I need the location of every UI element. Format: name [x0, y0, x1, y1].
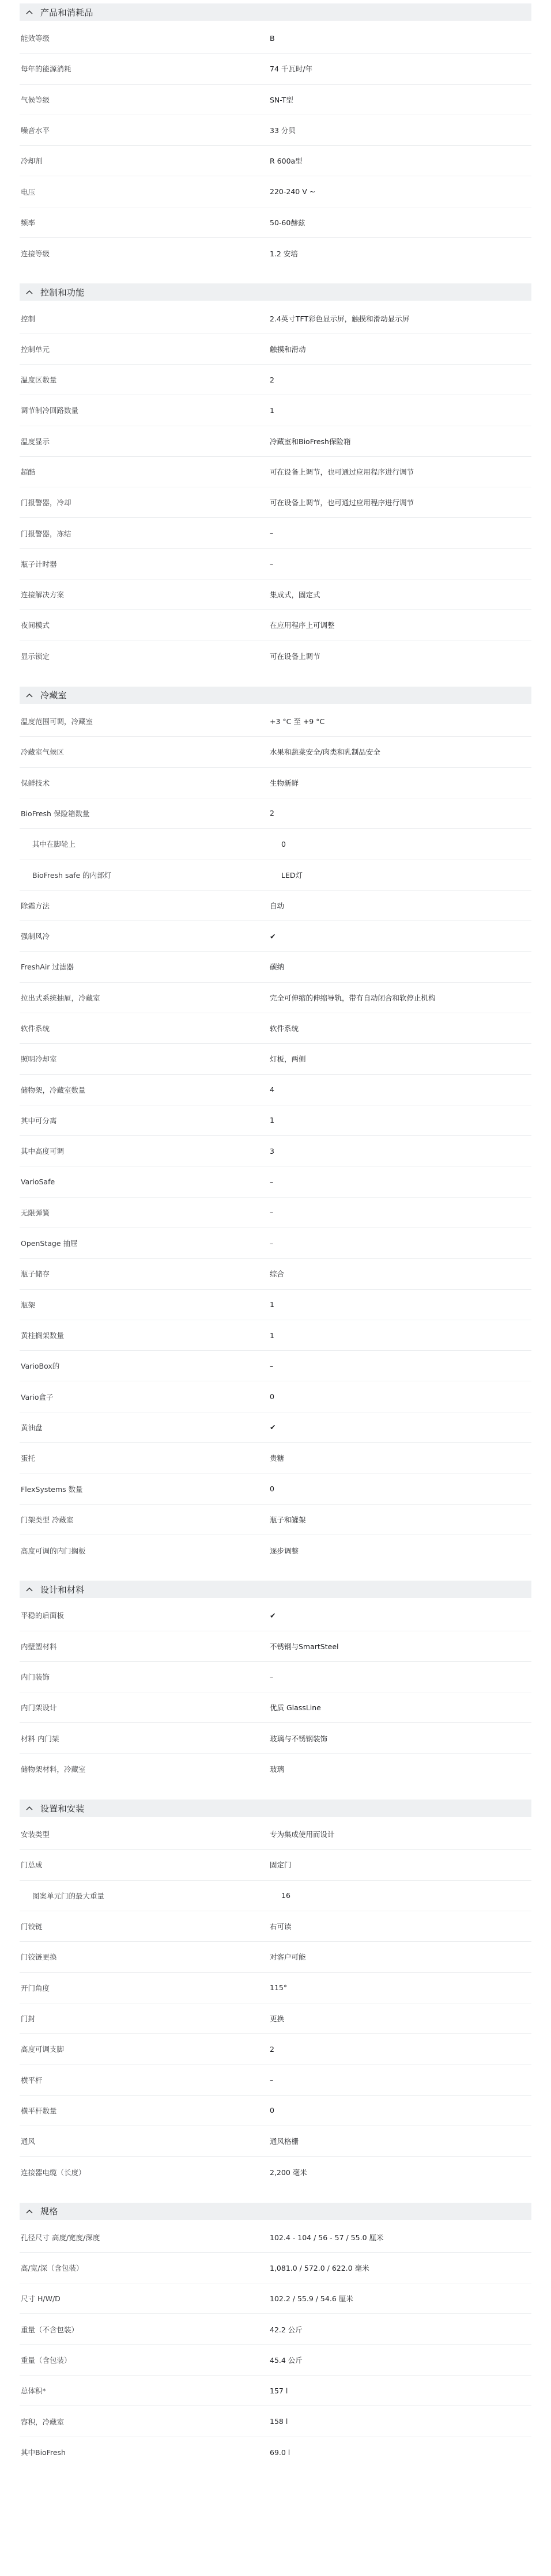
spec-value: 综合 [270, 1270, 285, 1279]
spec-value: 玻璃与不锈钢装饰 [270, 1734, 328, 1743]
spec-value: 69.0 l [270, 2448, 290, 2457]
spec-table-0 [20, 21, 531, 268]
chevron-up-icon [24, 1803, 35, 1813]
spec-row [20, 1881, 531, 1911]
chevron-up-icon [24, 7, 35, 17]
spec-row [20, 1819, 531, 1850]
spec-label: 瓶架 [21, 1300, 36, 1309]
spec-label: 温度范围可调，冷藏室 [21, 717, 93, 726]
spec-label: 材料 内门架 [21, 1734, 59, 1743]
spec-label: 噪音水平 [21, 126, 50, 135]
spec-row [20, 23, 531, 54]
spec-label: 内壁塑材料 [21, 1642, 57, 1651]
spec-value: 2 [270, 2044, 274, 2054]
spec-label: 其中在脚轮上 [32, 840, 76, 849]
spec-label: 门报警器，冻结 [21, 529, 71, 538]
spec-row [20, 2064, 531, 2095]
spec-row [20, 238, 531, 268]
spec-row [20, 54, 531, 84]
spec-value: 45.4 公斤 [270, 2355, 303, 2365]
spec-label: 无限弹簧 [21, 1208, 50, 1217]
spec-label: 门报警器，冷却 [21, 498, 71, 507]
spec-label: 拉出式系统抽屉，冷藏室 [21, 993, 100, 1002]
spec-value: 在应用程序上可调整 [270, 621, 335, 630]
spec-label: 冷藏室气候区 [21, 748, 65, 757]
spec-row [20, 2314, 531, 2344]
spec-row [20, 487, 531, 518]
spec-row [20, 1136, 531, 1166]
spec-row [20, 1381, 531, 1412]
chevron-up-icon [24, 2206, 35, 2217]
spec-label: 连接等级 [21, 249, 50, 258]
spec-value: 更换 [270, 2014, 285, 2023]
spec-value: 可在设备上调节，也可通过应用程序进行调节 [270, 468, 414, 476]
spec-row [20, 176, 531, 207]
spec-label: 控制单元 [21, 344, 50, 354]
spec-value: 2.4英寸TFT彩色显示屏，触摸和滑动显示屏 [270, 314, 410, 323]
section-title: 冷藏室 [40, 690, 67, 701]
spec-row [20, 2437, 531, 2468]
spec-label: Vario盒子 [21, 1392, 54, 1401]
spec-row [20, 115, 531, 146]
spec-value: 1 [270, 1116, 274, 1125]
spec-label: 其中可分离 [21, 1116, 57, 1125]
spec-label: 门封 [21, 2014, 36, 2023]
spec-row [20, 1166, 531, 1197]
spec-row [20, 2034, 531, 2064]
spec-label: 安装类型 [21, 1830, 50, 1839]
spec-value: 115° [270, 1983, 288, 1992]
spec-label: 开门角度 [21, 1983, 50, 1992]
spec-value: 42.2 公斤 [270, 2325, 303, 2334]
spec-value: 自动 [270, 901, 285, 910]
spec-label: 通风 [21, 2137, 36, 2146]
spec-label: VarioBox的 [21, 1362, 60, 1371]
spec-value: LED灯 [281, 870, 303, 880]
spec-label: 频率 [21, 218, 36, 227]
spec-value: 生物新鲜 [270, 778, 299, 787]
spec-value: 1,081.0 / 572.0 / 622.0 毫米 [270, 2264, 369, 2273]
spec-row [20, 1505, 531, 1535]
spec-value: 水果和蔬菜安全/肉类和乳制品安全 [270, 748, 380, 757]
spec-label: 其中高度可调 [21, 1147, 65, 1156]
spec-value: – [270, 1177, 274, 1187]
spec-label: FlexSystems 数量 [21, 1484, 83, 1494]
spec-value: 可在设备上调节 [270, 652, 320, 661]
spec-table-3 [20, 1598, 531, 1785]
spec-label: 除霜方法 [21, 901, 50, 910]
spec-label: 容积，冷藏室 [21, 2417, 65, 2426]
spec-row [20, 426, 531, 457]
spec-value: 1 [270, 1331, 274, 1340]
spec-row [20, 1351, 531, 1381]
spec-label: 高度可调支脚 [21, 2045, 65, 2054]
spec-row [20, 1723, 531, 1753]
spec-row [20, 1259, 531, 1289]
spec-row [20, 1320, 531, 1351]
spec-value: B [270, 33, 275, 43]
spec-label: 显示锁定 [21, 652, 50, 661]
section-header-2[interactable] [20, 687, 531, 704]
spec-value: 优质 GlassLine [270, 1703, 321, 1713]
spec-value: 1.2 安培 [270, 249, 298, 258]
spec-value: 软件系统 [270, 1024, 299, 1033]
spec-label: 储物架材料，冷藏室 [21, 1765, 86, 1774]
spec-label: 横平杆 [21, 2075, 43, 2085]
section-header-5[interactable] [20, 2203, 531, 2220]
spec-value: – [270, 1238, 274, 1248]
spec-label: 内门架设计 [21, 1703, 57, 1713]
section-title: 规格 [40, 2206, 58, 2217]
spec-label: 内门装饰 [21, 1672, 50, 1681]
spec-row [20, 207, 531, 238]
spec-row [20, 334, 531, 365]
spec-value: 3 [270, 1146, 274, 1156]
spec-row [20, 2253, 531, 2283]
spec-value: 4 [270, 1085, 274, 1094]
spec-value: ✔ [270, 931, 276, 941]
spec-table-1 [20, 301, 531, 672]
spec-value: +3 °C 至 +9 °C [270, 717, 325, 726]
spec-row [20, 549, 531, 579]
spec-label: 重量（不含包装） [21, 2325, 79, 2334]
spec-row [20, 798, 531, 829]
spec-row [20, 641, 531, 672]
spec-label: BioFresh safe 的内部灯 [32, 870, 112, 880]
spec-row [20, 1535, 531, 1566]
spec-row [20, 2222, 531, 2253]
spec-value: 碳纳 [270, 963, 285, 972]
spec-label: 气候等级 [21, 95, 50, 104]
spec-label: 瓶子储存 [21, 1270, 50, 1279]
section-header-0[interactable] [20, 3, 531, 21]
spec-value: 0 [270, 2106, 274, 2115]
spec-row [20, 2376, 531, 2406]
spec-label: 图案单元门的最大重量 [32, 1891, 105, 1900]
spec-value: 玻璃 [270, 1765, 285, 1774]
spec-value: 瓶子和罐架 [270, 1515, 306, 1524]
spec-label: 门总成 [21, 1861, 43, 1870]
spec-value: – [270, 1208, 274, 1217]
spec-value: 灯板，两侧 [270, 1055, 306, 1064]
spec-label: 调节制冷回路数量 [21, 406, 79, 415]
spec-row [20, 891, 531, 921]
spec-value: 102.2 / 55.9 / 54.6 厘米 [270, 2294, 353, 2304]
spec-row [20, 2096, 531, 2126]
spec-label: 孔径尺寸 高度/宽度/深度 [21, 2233, 100, 2242]
spec-value: – [270, 529, 274, 538]
spec-row [20, 146, 531, 176]
spec-value: 专为集成使用而设计 [270, 1830, 335, 1839]
spec-value: 220-240 V ~ [270, 187, 316, 196]
spec-row [20, 518, 531, 548]
spec-label: 电压 [21, 187, 36, 196]
spec-row [20, 85, 531, 115]
spec-value: 0 [270, 1392, 274, 1401]
chevron-up-icon [24, 690, 35, 700]
spec-value: R 600a型 [270, 157, 303, 166]
spec-value: 2 [270, 375, 274, 384]
spec-value: 74 千瓦时/年 [270, 65, 313, 74]
spec-value: 完全可伸缩的伸缩导轨，带有自动闭合和软停止机构 [270, 993, 436, 1002]
spec-value: 16 [281, 1891, 290, 1900]
spec-value: 不锈钢与SmartSteel [270, 1642, 339, 1651]
spec-label: 储物架，冷藏室数量 [21, 1085, 86, 1094]
spec-label: 黄油盘 [21, 1423, 43, 1432]
spec-label: 门铰链 [21, 1922, 43, 1931]
spec-value: 集成式，固定式 [270, 590, 320, 600]
spec-row [20, 1198, 531, 1228]
spec-label: 控制 [21, 314, 36, 323]
spec-label: FreshAir 过滤器 [21, 963, 74, 972]
spec-label: 门铰链更换 [21, 1953, 57, 1962]
spec-label: 其中BioFresh [21, 2448, 66, 2457]
spec-table-5 [20, 2220, 531, 2468]
spec-label: 蛋托 [21, 1454, 36, 1463]
chevron-up-icon [24, 1584, 35, 1594]
spec-row [20, 1228, 531, 1259]
spec-value: 33 分贝 [270, 126, 296, 135]
section-header-4[interactable] [20, 1800, 531, 1817]
spec-label: 超酷 [21, 468, 36, 476]
spec-row [20, 1013, 531, 1044]
spec-row [20, 829, 531, 859]
spec-value: ✔ [270, 1423, 276, 1432]
spec-value: – [270, 1672, 274, 1681]
spec-row [20, 2283, 531, 2314]
spec-row [20, 1075, 531, 1105]
spec-row [20, 365, 531, 395]
spec-row [20, 1692, 531, 1723]
section-title: 设计和材料 [40, 1584, 85, 1595]
spec-label: 能效等级 [21, 34, 50, 43]
spec-value: 冷藏室和BioFresh保险箱 [270, 437, 351, 446]
spec-row [20, 395, 531, 426]
spec-row [20, 1412, 531, 1443]
spec-label: 平稳的后面板 [21, 1611, 65, 1620]
chevron-up-icon [24, 287, 35, 297]
spec-value: 102.4 - 104 / 56 - 57 / 55.0 厘米 [270, 2233, 384, 2242]
spec-row [20, 1473, 531, 1504]
spec-value: 50-60赫兹 [270, 218, 305, 227]
spec-label: 尺寸 H/W/D [21, 2294, 61, 2304]
section-title: 控制和功能 [40, 287, 85, 298]
section-header-1[interactable] [20, 283, 531, 301]
spec-value: 0 [270, 1484, 274, 1493]
spec-row [20, 1973, 531, 2003]
spec-value: 右可读 [270, 1922, 292, 1931]
spec-value: 触摸和滑动 [270, 344, 306, 354]
spec-row [20, 706, 531, 737]
spec-label: 瓶子计时器 [21, 559, 57, 569]
spec-label: 连接解决方案 [21, 590, 65, 600]
spec-row [20, 2126, 531, 2157]
spec-label: 保鲜技术 [21, 778, 50, 787]
spec-label: 强制风冷 [21, 932, 50, 941]
spec-row [20, 952, 531, 982]
spec-value: 通风格栅 [270, 2137, 299, 2146]
spec-value: 固定门 [270, 1861, 292, 1870]
spec-value: 可在设备上调节，也可通过应用程序进行调节 [270, 498, 414, 507]
spec-value: 对客户可能 [270, 1953, 306, 1962]
spec-row [20, 1850, 531, 1880]
spec-label: 门架类型 冷藏室 [21, 1515, 74, 1524]
spec-label: 总体积* [21, 2386, 46, 2396]
spec-label: 软件系统 [21, 1024, 50, 1033]
spec-label: 温度区数量 [21, 376, 57, 385]
section-title: 产品和消耗品 [40, 7, 93, 18]
spec-value: ✔ [270, 1611, 276, 1620]
spec-row [20, 1754, 531, 1785]
spec-label: 重量（含包装） [21, 2355, 71, 2365]
spec-row [20, 1443, 531, 1473]
spec-label: 高度可调的内门搁板 [21, 1546, 86, 1555]
spec-table-2 [20, 704, 531, 1566]
spec-row [20, 1942, 531, 1972]
spec-label: OpenStage 抽屉 [21, 1239, 78, 1248]
spec-row [20, 2157, 531, 2187]
spec-row [20, 1911, 531, 1942]
spec-row [20, 1600, 531, 1631]
spec-row [20, 1662, 531, 1692]
spec-row [20, 2406, 531, 2437]
spec-table-4 [20, 1817, 531, 2188]
spec-value: – [270, 559, 274, 569]
spec-row [20, 610, 531, 641]
spec-value: – [270, 1361, 274, 1370]
spec-row [20, 1105, 531, 1136]
spec-label: 冷却剂 [21, 157, 43, 166]
spec-row [20, 1044, 531, 1074]
spec-row [20, 303, 531, 334]
spec-row [20, 983, 531, 1013]
spec-label: 夜间模式 [21, 621, 50, 630]
spec-row [20, 737, 531, 767]
spec-value: 2 [270, 809, 274, 818]
spec-row [20, 859, 531, 890]
spec-label: 照明冷却室 [21, 1055, 57, 1064]
spec-row [20, 921, 531, 952]
spec-label: 横平杆数量 [21, 2106, 57, 2115]
spec-row [20, 2345, 531, 2376]
spec-label: 黄柱搁架数量 [21, 1331, 65, 1340]
spec-row [20, 457, 531, 487]
spec-value: 0 [281, 839, 286, 848]
spec-label: 连接器电缆（长度） [21, 2168, 86, 2177]
spec-row [20, 1631, 531, 1662]
spec-row [20, 2003, 531, 2034]
spec-row [20, 768, 531, 798]
spec-value: 贵糖 [270, 1454, 285, 1463]
spec-value: 158 l [270, 2417, 288, 2426]
spec-value: 逐步调整 [270, 1546, 299, 1555]
spec-value: SN-T型 [270, 95, 293, 104]
spec-value: 1 [270, 1300, 274, 1309]
spec-label: VarioSafe [21, 1177, 55, 1187]
spec-row [20, 579, 531, 610]
section-title: 设置和安装 [40, 1803, 85, 1814]
section-header-3[interactable] [20, 1581, 531, 1598]
spec-label: BioFresh 保险箱数量 [21, 809, 90, 818]
spec-value: 2,200 毫米 [270, 2168, 307, 2177]
spec-row [20, 1290, 531, 1320]
spec-value: 157 l [270, 2386, 288, 2395]
spec-label: 高/宽/深（含包装） [21, 2264, 84, 2273]
spec-label: 温度显示 [21, 437, 50, 446]
spec-page [0, 3, 551, 2468]
spec-value: 1 [270, 406, 274, 415]
spec-label: 每年的能源消耗 [21, 65, 71, 74]
spec-value: – [270, 2075, 274, 2085]
